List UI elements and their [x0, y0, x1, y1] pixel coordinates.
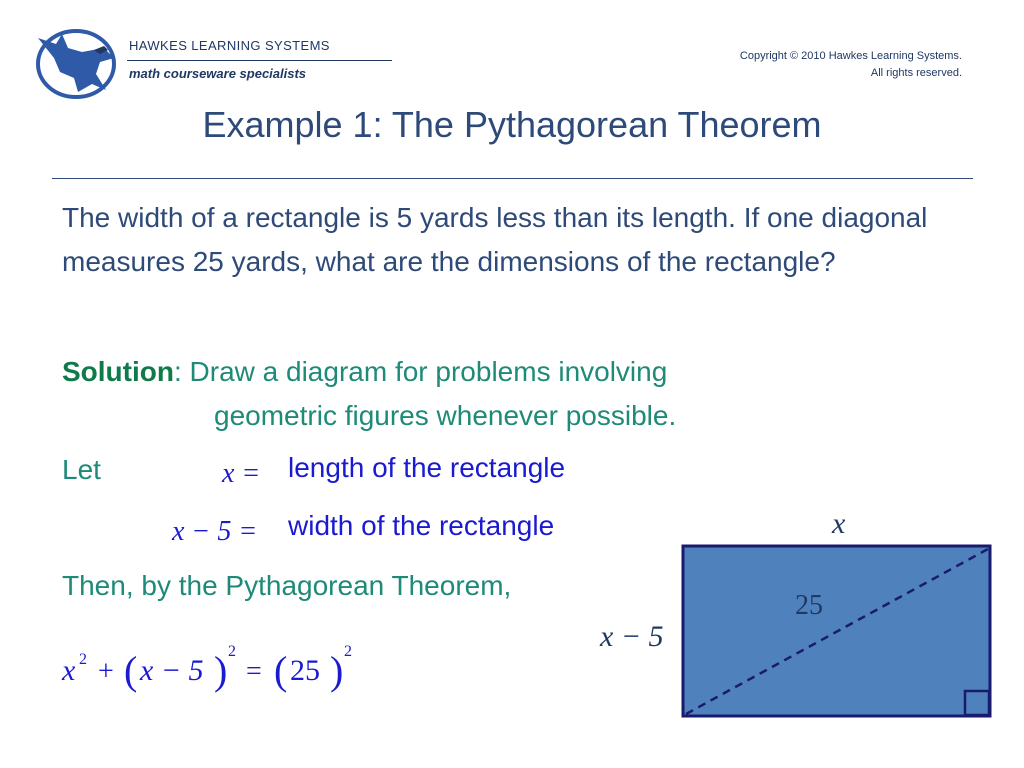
length-definition: length of the rectangle [288, 452, 566, 483]
copyright-line-2: All rights reserved. [870, 67, 962, 79]
eq-equals: = [246, 656, 262, 687]
def2-math: x − 5 = [172, 516, 258, 547]
solution-line-1: : Draw a diagram for problems involving [173, 356, 668, 387]
pythagorean-intro: Then, by the Pythagorean Theorem, [62, 570, 512, 601]
copyright-line-1: Copyright © 2010 Hawkes Learning Systems. [739, 50, 962, 62]
top-side-label: x [832, 507, 846, 540]
left-side-label: x − 5 [600, 620, 664, 653]
eq-term1-base: x [62, 654, 76, 687]
company-name: HAWKES LEARNING SYSTEMS [129, 38, 330, 53]
diagonal-label: 25 [795, 590, 823, 621]
problem-statement: The width of a rectangle is 5 yards less than its length. If one diagonal measures 25 yards, what are the dimensions of the rectangle? [62, 202, 928, 277]
eq-term3-inner: 25 [290, 654, 320, 687]
definition-math [171, 458, 260, 547]
eq-term3-exponent: 2 [344, 643, 352, 660]
let-label: Let [62, 454, 101, 485]
slide-title: Example 1: The Pythagorean Theorem [202, 104, 822, 145]
eq-term2-exponent: 2 [228, 643, 236, 660]
solution-label: Solution [62, 356, 174, 387]
rectangle-diagram [599, 507, 990, 716]
eq-term1-exponent: 2 [79, 651, 87, 668]
solution-line-2: geometric figures whenever possible. [214, 400, 677, 431]
pythagorean-equation [61, 643, 352, 693]
eq-paren-open-2: ( [274, 648, 288, 693]
eq-plus: + [98, 656, 114, 687]
company-tagline: math courseware specialists [129, 66, 307, 81]
eq-paren-open-1: ( [124, 648, 138, 693]
eq-paren-close-2: ) [330, 648, 344, 693]
eq-term2-inner: x − 5 [140, 654, 204, 687]
width-definition: width of the rectangle [288, 510, 555, 541]
eq-paren-close-1: ) [214, 648, 228, 693]
def1-math: x = [222, 458, 261, 489]
